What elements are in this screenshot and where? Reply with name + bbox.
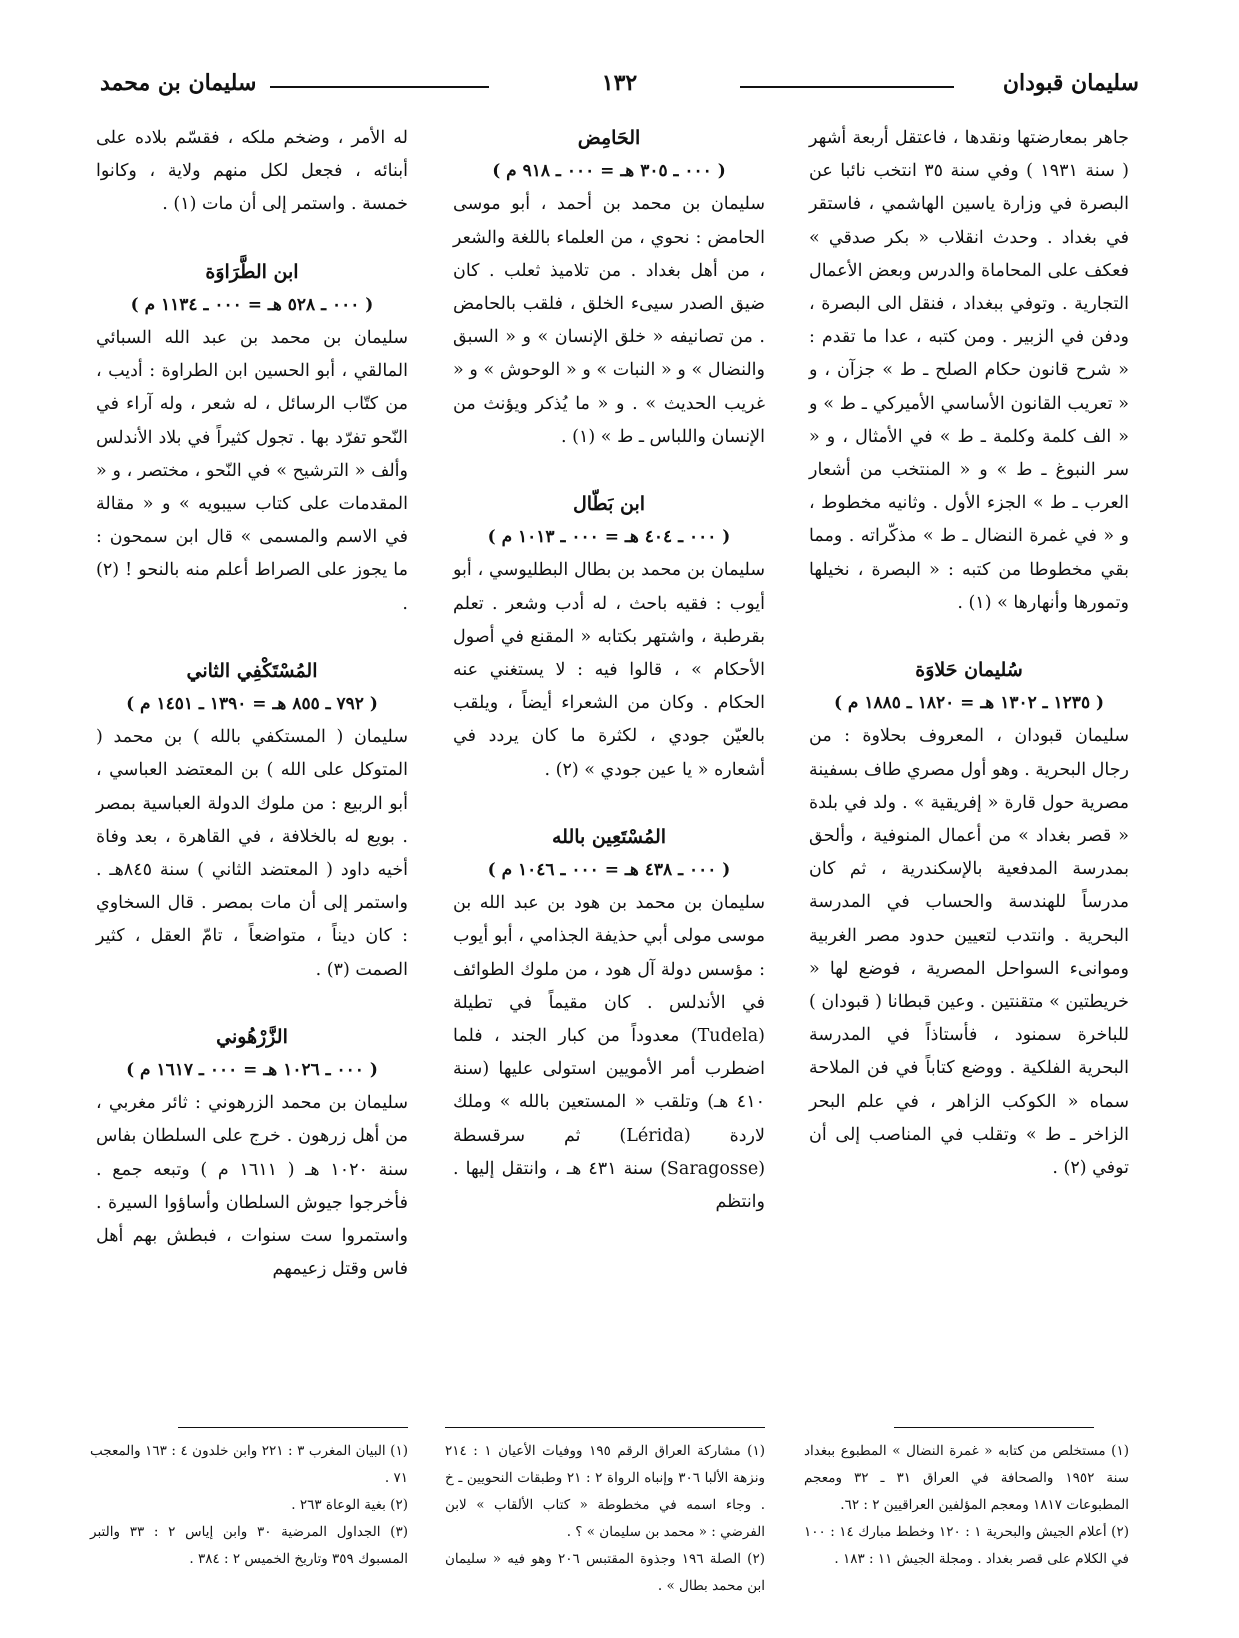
- paragraph: سليمان ( المستكفي بالله ) بن محمد ( المتوكل على الله ) بن المعتضد العباسي ، أبو الربيع : من ملوك الدولة العباسية بمصر . بويع له بالخلافة ، في القاهرة ، بعد وفاة أخيه داود ( المعتضد الثاني ) سنة ٨٤٥هـ . واستمر إلى أن مات بمصر . قال السخاوي : كان ديناً ، متواضعاً ، تامّ العقل ، كثير الصمت (٣) .: [96, 727, 408, 980]
- entry-dates: ( ١٢٣٥ ـ ١٣٠٢ هـ = ١٨٢٠ ـ ١٨٨٥ م ): [833, 693, 1105, 714]
- entry-dates: ( ٠٠٠ ـ ٥٢٨ هـ = ٠٠٠ ـ ١١٣٤ م ): [130, 294, 374, 315]
- entry-dates: ( ٠٠٠ ـ ٣٠٥ هـ = ٠٠٠ ـ ٩١٨ م ): [492, 161, 726, 182]
- paragraph: سليمان بن محمد الزرهوني : ثائر مغربي ، من أهل زرهون . خرج على السلطان بفاس سنة ١٠٢٠ هـ ( ١٦١١ م ) وتبعه جمع . فأخرجوا جيوش السلطان وأساؤوا السيرة . واستمروا ست سنوات ، فبطش بهم أهل فاس وقتل زعيمهم: [96, 1093, 409, 1280]
- column-right: [809, 122, 1129, 1185]
- footnote: (٢) الصلة ١٩٦ وجذوة المقتبس ٢٠٦ وهو فيه « سليمان ابن محمد بطال » .: [445, 1551, 765, 1594]
- header-left-title: سليمان بن محمد: [100, 70, 257, 96]
- footnote: (٣) الجداول المرضية ٣٠ وابن إياس ٢ : ٣٣ والتبر المسبوك ٣٥٩ وتاريخ الخميس ٢ : ٣٨٤ .: [90, 1524, 408, 1567]
- page-number: ١٣٢: [594, 70, 645, 96]
- paragraph: له الأمر ، وضخم ملكه ، فقسّم بلاده على أبنائه ، فجعل لكل منهم ولاية ، وكانوا خمسة . واستمر إلى أن مات (١) .: [96, 128, 408, 215]
- footnote: (٢) أعلام الجيش والبحرية ١ : ١٢٠ وخطط مبارك ١٤ : ١٠٠ في الكلام على قصر بغداد . ومجلة الجيش ١١ : ١٨٣ .: [804, 1524, 1129, 1567]
- running-header: [100, 70, 1139, 110]
- entry-dates: ( ٠٠٠ ـ ٤٠٤ هـ = ٠٠٠ ـ ١٠١٣ م ): [487, 527, 731, 548]
- entry-dates: ( ٠٠٠ ـ ١٠٢٦ هـ = ٠٠٠ ـ ١٦١٧ م ): [126, 1060, 378, 1081]
- footnotes-middle: [445, 1438, 765, 1600]
- column-left: [96, 122, 408, 1287]
- footnotes-right: [804, 1438, 1129, 1573]
- entry-title: الحَامِض: [577, 127, 641, 149]
- entry-title: ابن الطَّرَاوَة: [205, 260, 299, 283]
- footnote-rule-left: [178, 1427, 408, 1428]
- paragraph: سليمان بن محمد بن بطال البطليوسي ، أبو أيوب : فقيه باحث ، له أدب وشعر . تعلم بقرطبة ، واشتهر بكتابه « المقنع في أصول الأحكام » ، قالوا فيه : لا يستغني عنه الحكام . وكان من الشعراء أيضاً ، ويلقب بالعيّن جودي ، لكثرة ما كان يردد في أشعاره « يا عين جودي » (٢) .: [453, 560, 765, 780]
- footnote: (١) مستخلص من كتابه « غمرة النضال » المطبوع ببغداد سنة ١٩٥٢ والصحافة في العراق ٣١ ـ ٣٢ ومعجم المطبوعات ١٨١٧ ومعجم المؤلفين العراقيين ٢ : ٦٢.: [804, 1443, 1129, 1513]
- paragraph: سليمان بن محمد بن عبد الله السبائي المالقي ، أبو الحسين ابن الطراوة : أديب ، من كتّاب الرسائل ، له شعر ، وله آراء في النّحو تفرّد بها . تجول كثيراً في بلاد الأندلس وألف « الترشيح » في النّحو ، مختصر ، و « المقدمات على كتاب سيبويه » و « مقالة في الاسم والمسمى » قال ابن سمحون : ما يجوز على الصراط أعلم منه بالنحو ! (٢) .: [96, 328, 408, 614]
- entry-title: المُسْتَعِين بالله: [551, 825, 667, 848]
- entry-title: سُليمان حَلاوَة: [915, 659, 1023, 682]
- column-middle: [453, 122, 765, 1219]
- paragraph: سليمان بن محمد بن أحمد ، أبو موسى الحامض : نحوي ، من العلماء باللغة والشعر ، من أهل بغداد . من تلاميذ ثعلب . كان ضيق الصدر سيىء الخلق ، فلقب بالحامض . من تصانيفه « خلق الإنسان » و « السبق والنضال » و « النبات » و « الوحوش » و « غريب الحديث » . و « ما يُذكر ويؤنث من الإنسان واللباس ـ ط » (١) .: [453, 194, 765, 447]
- entry-title: المُسْتَكْفِي الثاني: [186, 659, 318, 682]
- footnote-rule-middle: [445, 1427, 765, 1428]
- header-rule-right: [740, 86, 954, 88]
- header-right-title: سليمان قبودان: [1002, 70, 1139, 96]
- header-rule-left: [270, 86, 489, 88]
- entry-dates: ( ٧٩٢ ـ ٨٥٥ هـ = ١٣٩٠ ـ ١٤٥١ م ): [126, 694, 378, 715]
- paragraph: جاهر بمعارضتها ونقدها ، فاعتقل أربعة أشهر ( سنة ١٩٣١ ) وفي سنة ٣٥ انتخب نائبا عن البصرة في وزارة ياسين الهاشمي ، فاستقر في بغداد . وحدث انقلاب « بكر صدقي » فعكف على المحاماة والدرس وبعض الأعمال التجارية . وتوفي ببغداد ، فنقل الى البصرة ، ودفن في الزبير . ومن كتبه ، عدا ما تقدم : « شرح قانون حكام الصلح ـ ط » جزآن ، و « تعريب القانون الأساسي الأميركي ـ ط » و « الف كلمة وكلمة ـ ط » في الأمثال ، و « سر النبوغ ـ ط » و « المنتخب من أشعار العرب ـ ط » الجزء الأول . وثانيه مخطوط ، و « في غمرة النضال ـ ط » مذكّراته . ومما بقي مخطوطا من كتبه : « البصرة ، نخيلها وتمورها وأنهارها » (١) .: [809, 128, 1129, 613]
- entry-title: ابن بَطّال: [572, 493, 646, 516]
- paragraph: سليمان بن محمد بن هود بن عبد الله بن موسى مولى أبي حذيفة الجذامي ، أبو أيوب : مؤسس دولة آل هود ، من ملوك الطوائف في الأندلس . كان مقيماً في تطيلة (Tudela) معدوداً من كبار الجند ، فلما اضطرب أمر الأمويين استولى عليها (سنة ٤١٠ هـ) وتلقب « المستعين بالله » وملك لاردة (Lérida) ثم سرقسطة (Saragosse) سنة ٤٣١ هـ ، وانتقل إليها . وانتظم: [453, 893, 766, 1213]
- footnote-rule-right: [894, 1427, 1094, 1428]
- footnote: (١) مشاركة العراق الرقم ١٩٥ ووفيات الأعيان ١ : ٢١٤ ونزهة الألبا ٣٠٦ وإنباه الرواة ٢ : ٢١ وطبقات النحويين ـ خ . وجاء اسمه في مخطوطة « كتاب الألقاب » لابن الفرضي : « محمد بن سليمان » ؟ .: [445, 1443, 766, 1540]
- entry-title: الزَّرْهُوني: [216, 1025, 288, 1048]
- entry-dates: ( ٠٠٠ ـ ٤٣٨ هـ = ٠٠٠ ـ ١٠٤٦ م ): [487, 860, 731, 881]
- footnote: (٢) بغية الوعاة ٢٦٣ .: [291, 1497, 408, 1513]
- footnotes-left: [90, 1438, 408, 1573]
- paragraph: سليمان قبودان ، المعروف بحلاوة : من رجال البحرية . وهو أول مصري طاف بسفينة مصرية حول قارة « إفريقية » . ولد في بلدة « قصر بغداد » من أعمال المنوفية ، وألحق بمدرسة المدفعية بالإسكندرية ، ثم كان مدرساً للهندسة والحساب في المدرسة البحرية . وانتدب لتعيين حدود مصر الغربية وموانىء السواحل المصرية ، فوضع لها « خريطتين » متقنتين . وعين قبطانا ( قبودان ) للباخرة سمنود ، فأستاذاً في المدرسة البحرية الفلكية . ووضع كتاباً في فن الملاحة سماه « الكوكب الزاهر ، في علم البحر الزاخر ـ ط » وتقلب في المناصب إلى أن توفي (٢) .: [809, 726, 1129, 1179]
- footnote: (١) البيان المغرب ٣ : ٢٢١ وابن خلدون ٤ : ١٦٣ والمعجب ٧١ .: [90, 1443, 408, 1486]
